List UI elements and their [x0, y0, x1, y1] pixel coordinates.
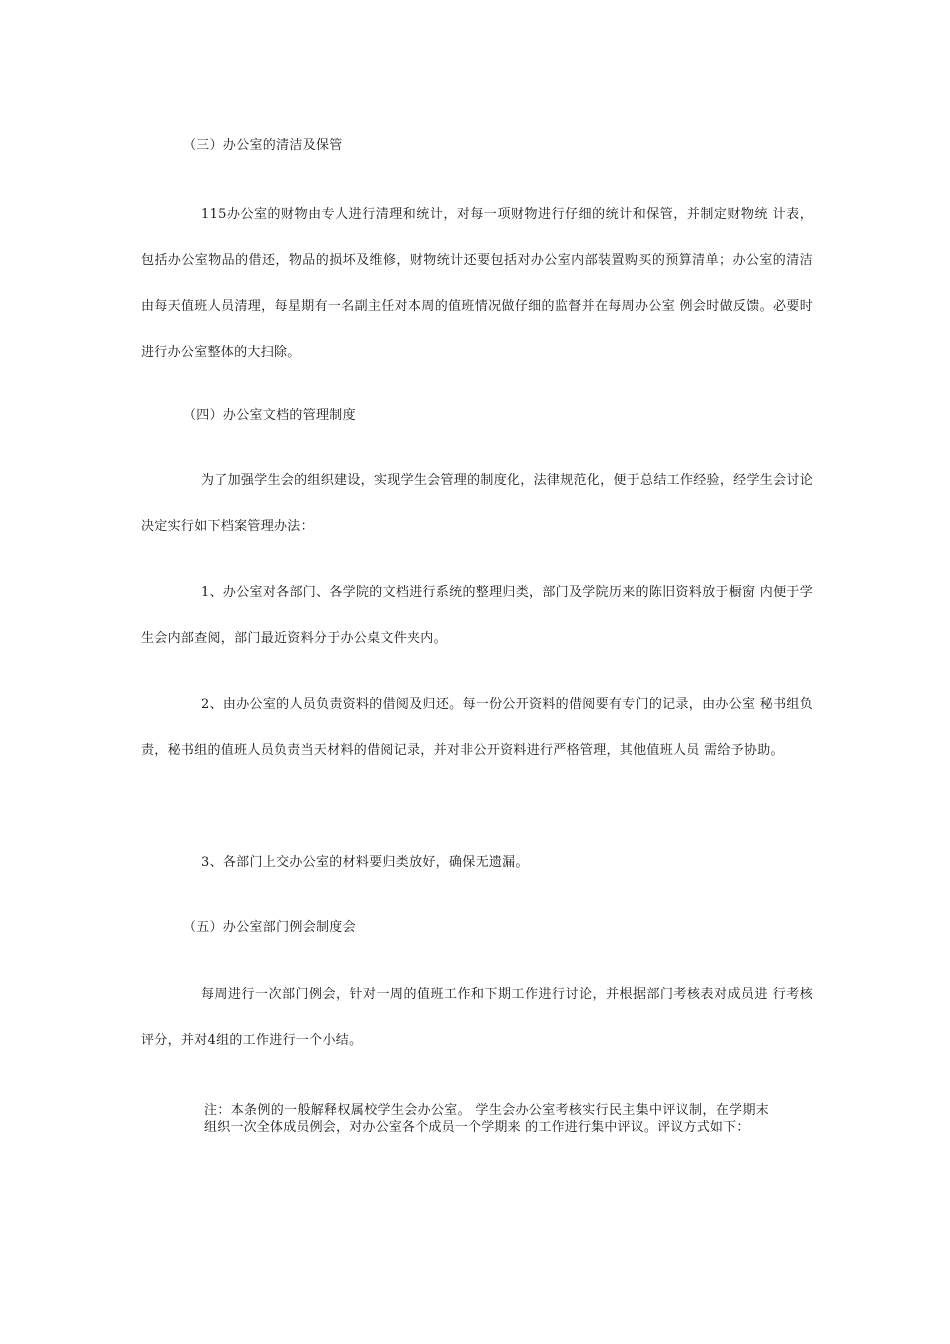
section-heading-4: （四）办公室文档的管理制度: [183, 408, 356, 423]
section-3-paragraph: 115办公室的财物由专人进行清理和统计，对每一项财物进行仔细的统计和保管，并制定财物统 计表，包括办公室物品的借还，物品的损坏及维修，财物统计还要包括对办公室内部装置购买的预算清单；办公室的清洁由每天值班人员清理，每星期有一名副主任对本周的值班情况做仔细的监督并在每周办公室 例会时做反馈。必要时进行办公室整体的大扫除。: [141, 207, 813, 360]
section-4-item-2: 2、由办公室的人员负责资料的借阅及归还。每一份公开资料的借阅要有专门的记录，由办公室 秘书组负责，秘书组的值班人员负责当天材料的借阅记录，并对非公开资料进行严格管理，其他值班人员 需给予协助。: [141, 697, 813, 758]
section-4-item-3: 3、各部门上交办公室的材料要归类放好，确保无遗漏。: [201, 855, 529, 870]
section-4-item-1: 1、办公室对各部门、各学院的文档进行系统的整理归类，部门及学院历来的陈旧资料放于橱窗 内便于学生会内部查阅，部门最近资料分于办公桌文件夹内。: [141, 585, 813, 646]
note-paragraph: 注：本条例的一般解释权属校学生会办公室。 学生会办公室考核实行民主集中评议制，在学期末组织一次全体成员例会，对办公室各个成员一个学期来 的工作进行集中评议。评议方式如下：: [204, 1103, 769, 1135]
section-5-paragraph: 每周进行一次部门例会，针对一周的值班工作和下期工作进行讨论，并根据部门考核表对成员进 行考核评分，并对4组的工作进行一个小结。: [141, 987, 813, 1048]
section-heading-5: （五）办公室部门例会制度会: [183, 920, 356, 935]
section-heading-3: （三）办公室的清洁及保管: [183, 138, 343, 153]
section-4-intro: 为了加强学生会的组织建设，实现学生会管理的制度化，法律规范化，便于总结工作经验，经学生会讨论决定实行如下档案管理办法：: [141, 473, 813, 534]
